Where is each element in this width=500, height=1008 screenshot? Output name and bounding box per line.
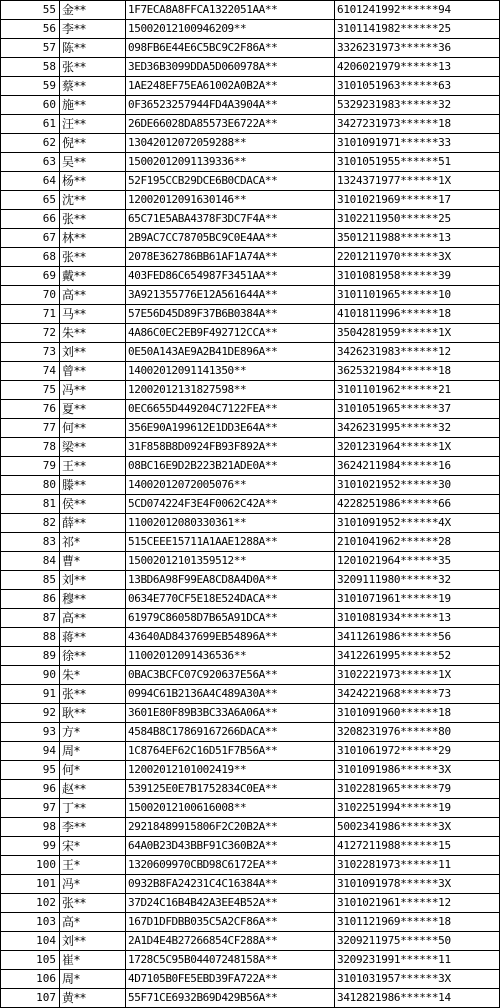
table-row [1, 286, 500, 305]
row-number-cell: 107 [1, 989, 60, 1008]
person-name-cell: 朱** [60, 324, 126, 343]
table-row [1, 932, 500, 951]
id-number-cell: 3102251994******19 [335, 799, 500, 818]
record-code-cell: 26DE66028DA85573E6722A** [126, 115, 335, 134]
row-number-cell: 92 [1, 704, 60, 723]
record-code-cell: 37D24C16B4B42A3EE4B52A** [126, 894, 335, 913]
id-number-cell: 3102281965******79 [335, 780, 500, 799]
row-number-cell: 62 [1, 134, 60, 153]
record-code-cell: 29218489915806F2C20B2A** [126, 818, 335, 837]
record-code-cell: 55F71CE6932B69D429B56A** [126, 989, 335, 1008]
record-code-cell: 14002012091141350** [126, 362, 335, 381]
id-number-cell: 3624211984******16 [335, 457, 500, 476]
id-number-cell: 2201211970******3X [335, 248, 500, 267]
table-row [1, 248, 500, 267]
table-row [1, 153, 500, 172]
id-number-cell: 3208231976******80 [335, 723, 500, 742]
table-row [1, 58, 500, 77]
row-number-cell: 73 [1, 343, 60, 362]
row-number-cell: 100 [1, 856, 60, 875]
record-code-cell: 0634E770CF5E18E524DACA** [126, 590, 335, 609]
table-row [1, 818, 500, 837]
id-number-cell: 3625321984******18 [335, 362, 500, 381]
person-name-cell: 徐** [60, 647, 126, 666]
row-number-cell: 99 [1, 837, 60, 856]
record-code-cell: 3601E80F89B3BC33A6A06A** [126, 704, 335, 723]
record-code-cell: 1320609970CBD98C6172EA** [126, 856, 335, 875]
record-code-cell: 65C71E5ABA4378F3DC7F4A** [126, 210, 335, 229]
table-row [1, 837, 500, 856]
row-number-cell: 90 [1, 666, 60, 685]
id-number-cell: 3101101965******10 [335, 286, 500, 305]
person-name-cell: 张** [60, 58, 126, 77]
row-number-cell: 57 [1, 39, 60, 58]
id-number-cell: 3209211975******50 [335, 932, 500, 951]
table-row [1, 628, 500, 647]
row-number-cell: 69 [1, 267, 60, 286]
record-code-cell: 2B9AC7CC78705BC9C0E4AA** [126, 229, 335, 248]
row-number-cell: 97 [1, 799, 60, 818]
record-code-cell: 0BAC3BCFC07C920637E56A** [126, 666, 335, 685]
id-number-cell: 3412261995******52 [335, 647, 500, 666]
id-number-cell: 5002341986******3X [335, 818, 500, 837]
record-code-cell: 31F858B8D0924FB93F892A** [126, 438, 335, 457]
person-name-cell: 冯* [60, 875, 126, 894]
person-name-cell: 曹* [60, 552, 126, 571]
person-name-cell: 杨** [60, 172, 126, 191]
row-number-cell: 106 [1, 970, 60, 989]
person-name-cell: 陈** [60, 39, 126, 58]
id-number-cell: 3101051955******51 [335, 153, 500, 172]
record-code-cell: 15002012091139336** [126, 153, 335, 172]
record-code-cell: 2078E362786BB61AF1A74A** [126, 248, 335, 267]
person-name-cell: 王** [60, 457, 126, 476]
row-number-cell: 78 [1, 438, 60, 457]
row-number-cell: 105 [1, 951, 60, 970]
table-row [1, 324, 500, 343]
table-row [1, 495, 500, 514]
person-name-cell: 朱* [60, 666, 126, 685]
person-name-cell: 何* [60, 761, 126, 780]
table-row [1, 875, 500, 894]
row-number-cell: 74 [1, 362, 60, 381]
table-row [1, 780, 500, 799]
id-number-cell: 3101091960******18 [335, 704, 500, 723]
row-number-cell: 60 [1, 96, 60, 115]
id-number-cell: 4127211988******15 [335, 837, 500, 856]
person-name-cell: 赵** [60, 780, 126, 799]
person-name-cell: 吴** [60, 153, 126, 172]
table-row [1, 552, 500, 571]
row-number-cell: 56 [1, 20, 60, 39]
table-row [1, 761, 500, 780]
person-name-cell: 丁** [60, 799, 126, 818]
record-code-cell: 14002012072005076** [126, 476, 335, 495]
id-number-cell: 3102221973******1X [335, 666, 500, 685]
row-number-cell: 94 [1, 742, 60, 761]
id-number-cell: 3101021961******12 [335, 894, 500, 913]
person-name-cell: 侯** [60, 495, 126, 514]
record-code-cell: 1728C5C95B04407248158A** [126, 951, 335, 970]
record-code-cell: 0E50A143AE9A2B41DE896A** [126, 343, 335, 362]
record-code-cell: 1AE248EF75EA61002A0B2A** [126, 77, 335, 96]
table-row [1, 96, 500, 115]
table-row [1, 609, 500, 628]
table-row [1, 666, 500, 685]
row-number-cell: 102 [1, 894, 60, 913]
person-name-cell: 滕** [60, 476, 126, 495]
person-name-cell: 曾** [60, 362, 126, 381]
id-number-cell: 3101081958******39 [335, 267, 500, 286]
record-code-cell: 3ED36B3099DDA5D060978A** [126, 58, 335, 77]
person-name-cell: 蔡** [60, 77, 126, 96]
person-name-cell: 何** [60, 419, 126, 438]
id-number-cell: 3102281973******11 [335, 856, 500, 875]
record-code-cell: 11002012091436536** [126, 647, 335, 666]
table-row [1, 191, 500, 210]
table-row [1, 20, 500, 39]
id-number-cell: 1201021964******35 [335, 552, 500, 571]
table-row [1, 438, 500, 457]
row-number-cell: 66 [1, 210, 60, 229]
table-row [1, 457, 500, 476]
id-number-cell: 3101141982******25 [335, 20, 500, 39]
person-name-cell: 方* [60, 723, 126, 742]
row-number-cell: 79 [1, 457, 60, 476]
person-name-cell: 倪** [60, 134, 126, 153]
row-number-cell: 84 [1, 552, 60, 571]
record-code-cell: 15002012100616008** [126, 799, 335, 818]
id-number-cell: 3427231973******18 [335, 115, 500, 134]
id-number-cell: 3411261986******56 [335, 628, 500, 647]
row-number-cell: 61 [1, 115, 60, 134]
table-row [1, 77, 500, 96]
record-code-cell: 1C8764EF62C16D51F7B56A** [126, 742, 335, 761]
person-name-cell: 金** [60, 1, 126, 20]
record-code-cell: 539125E0E7B1752834C0EA** [126, 780, 335, 799]
row-number-cell: 87 [1, 609, 60, 628]
record-code-cell: 2A1D4E4B27266854CF288A** [126, 932, 335, 951]
id-number-cell: 5329231983******32 [335, 96, 500, 115]
table-row [1, 362, 500, 381]
table-row [1, 419, 500, 438]
table-row [1, 533, 500, 552]
person-name-cell: 汪** [60, 115, 126, 134]
row-number-cell: 85 [1, 571, 60, 590]
person-name-cell: 李** [60, 818, 126, 837]
table-row [1, 1, 500, 20]
table-row [1, 210, 500, 229]
person-name-cell: 耿** [60, 704, 126, 723]
id-number-cell: 3504281959******1X [335, 324, 500, 343]
id-number-cell: 4206021979******13 [335, 58, 500, 77]
id-number-cell: 3101051965******37 [335, 400, 500, 419]
row-number-cell: 88 [1, 628, 60, 647]
id-number-cell: 1324371977******1X [335, 172, 500, 191]
id-number-cell: 3101091978******3X [335, 875, 500, 894]
person-name-cell: 刘** [60, 932, 126, 951]
id-number-cell: 3209231991******11 [335, 951, 500, 970]
person-name-cell: 梁** [60, 438, 126, 457]
table-row [1, 894, 500, 913]
person-name-cell: 冯** [60, 381, 126, 400]
person-name-cell: 张** [60, 248, 126, 267]
person-name-cell: 蒋** [60, 628, 126, 647]
table-row [1, 172, 500, 191]
row-number-cell: 76 [1, 400, 60, 419]
id-number-cell: 3102211950******25 [335, 210, 500, 229]
row-number-cell: 80 [1, 476, 60, 495]
table-row [1, 115, 500, 134]
id-number-cell: 3101051963******63 [335, 77, 500, 96]
id-number-cell: 2101041962******28 [335, 533, 500, 552]
person-name-cell: 黄** [60, 989, 126, 1008]
record-code-cell: 57E56D45D89F37B6B0384A** [126, 305, 335, 324]
record-code-cell: 356E90A199612E1DD3E64A** [126, 419, 335, 438]
id-number-cell: 3101021969******17 [335, 191, 500, 210]
record-code-cell: 098FB6E44E6C5BC9C2F86A** [126, 39, 335, 58]
id-number-cell: 3101031957******3X [335, 970, 500, 989]
table-row [1, 267, 500, 286]
table-row [1, 381, 500, 400]
person-name-cell: 刘** [60, 343, 126, 362]
id-number-cell: 3101081934******13 [335, 609, 500, 628]
table-row [1, 514, 500, 533]
table-row [1, 343, 500, 362]
id-number-cell: 6101241992******94 [335, 1, 500, 20]
row-number-cell: 72 [1, 324, 60, 343]
record-code-cell: 12002012101002419** [126, 761, 335, 780]
person-name-cell: 穆** [60, 590, 126, 609]
person-name-cell: 夏** [60, 400, 126, 419]
table-row [1, 647, 500, 666]
row-number-cell: 65 [1, 191, 60, 210]
row-number-cell: 55 [1, 1, 60, 20]
id-number-cell: 3501211988******13 [335, 229, 500, 248]
record-code-cell: 0EC6655D449204C7122FEA** [126, 400, 335, 419]
id-number-cell: 3101091971******33 [335, 134, 500, 153]
row-number-cell: 83 [1, 533, 60, 552]
person-name-cell: 高** [60, 609, 126, 628]
record-code-cell: 61979C86058D7B65A91DCA** [126, 609, 335, 628]
record-code-cell: 12002012091630146** [126, 191, 335, 210]
record-code-cell: 3A921355776E12A561644A** [126, 286, 335, 305]
person-name-cell: 高** [60, 286, 126, 305]
record-code-cell: 11002012080330361** [126, 514, 335, 533]
id-number-cell: 3426231995******32 [335, 419, 500, 438]
table-row [1, 39, 500, 58]
row-number-cell: 71 [1, 305, 60, 324]
person-name-cell: 高* [60, 913, 126, 932]
id-number-cell: 3412821986******14 [335, 989, 500, 1008]
person-name-cell: 马** [60, 305, 126, 324]
id-number-cell: 3101021952******30 [335, 476, 500, 495]
record-code-cell: 08BC16E9D2B223B21ADE0A** [126, 457, 335, 476]
id-number-cell: 4101811996******18 [335, 305, 500, 324]
record-code-cell: 64A0B23D43BBF91C360B2A** [126, 837, 335, 856]
table-row [1, 951, 500, 970]
record-code-cell: 1F7ECA8A8FFCA1322051AA** [126, 1, 335, 20]
table-row [1, 856, 500, 875]
table-row [1, 476, 500, 495]
row-number-cell: 103 [1, 913, 60, 932]
row-number-cell: 86 [1, 590, 60, 609]
table-row [1, 723, 500, 742]
row-number-cell: 59 [1, 77, 60, 96]
row-number-cell: 67 [1, 229, 60, 248]
table-row [1, 685, 500, 704]
id-number-cell: 3101071961******19 [335, 590, 500, 609]
row-number-cell: 58 [1, 58, 60, 77]
table-row [1, 305, 500, 324]
id-number-cell: 3101091986******3X [335, 761, 500, 780]
person-name-cell: 祁* [60, 533, 126, 552]
row-number-cell: 89 [1, 647, 60, 666]
table-row [1, 590, 500, 609]
record-code-cell: 5CD074224F3E4F0062C42A** [126, 495, 335, 514]
row-number-cell: 98 [1, 818, 60, 837]
table-row [1, 229, 500, 248]
row-number-cell: 70 [1, 286, 60, 305]
row-number-cell: 82 [1, 514, 60, 533]
record-code-cell: 4A86C0EC2EB9F492712CCA** [126, 324, 335, 343]
record-code-cell: 15002012101359512** [126, 552, 335, 571]
table-row [1, 989, 500, 1008]
row-number-cell: 77 [1, 419, 60, 438]
row-number-cell: 104 [1, 932, 60, 951]
person-name-cell: 戴** [60, 267, 126, 286]
record-code-cell: 167D1DFDBB035C5A2CF86A** [126, 913, 335, 932]
record-code-cell: 13042012072059288** [126, 134, 335, 153]
id-number-cell: 3426231983******12 [335, 343, 500, 362]
record-code-cell: 4D7105B0FE5EBD39FA722A** [126, 970, 335, 989]
record-code-cell: 0994C61B2136A4C489A30A** [126, 685, 335, 704]
record-code-cell: 15002012100946209** [126, 20, 335, 39]
row-number-cell: 64 [1, 172, 60, 191]
person-name-cell: 李** [60, 20, 126, 39]
table-row [1, 742, 500, 761]
table-row [1, 571, 500, 590]
table-row [1, 400, 500, 419]
id-number-cell: 3326231973******36 [335, 39, 500, 58]
person-name-cell: 施** [60, 96, 126, 115]
record-code-cell: 43640AD8437699EB54896A** [126, 628, 335, 647]
row-number-cell: 101 [1, 875, 60, 894]
person-name-cell: 王* [60, 856, 126, 875]
record-code-cell: 0932B8FA24231C4C16384A** [126, 875, 335, 894]
id-number-cell: 3101121969******18 [335, 913, 500, 932]
table-row [1, 134, 500, 153]
row-number-cell: 95 [1, 761, 60, 780]
person-name-cell: 林** [60, 229, 126, 248]
row-number-cell: 63 [1, 153, 60, 172]
person-name-cell: 张** [60, 210, 126, 229]
person-name-cell: 宋* [60, 837, 126, 856]
person-name-cell: 刘** [60, 571, 126, 590]
id-number-cell: 3101091952******4X [335, 514, 500, 533]
person-name-cell: 薛** [60, 514, 126, 533]
person-name-cell: 周* [60, 742, 126, 761]
table-row [1, 799, 500, 818]
record-code-cell: 0F36523257944FD4A3904A** [126, 96, 335, 115]
id-number-cell: 3424221968******73 [335, 685, 500, 704]
row-number-cell: 96 [1, 780, 60, 799]
id-number-cell: 3201231964******1X [335, 438, 500, 457]
row-number-cell: 81 [1, 495, 60, 514]
person-name-cell: 周* [60, 970, 126, 989]
record-code-cell: 4584B8C17869167266DACA** [126, 723, 335, 742]
table-row [1, 913, 500, 932]
person-name-cell: 崔* [60, 951, 126, 970]
record-code-cell: 403FED86C654987F3451AA** [126, 267, 335, 286]
person-name-cell: 张** [60, 894, 126, 913]
table-row [1, 970, 500, 989]
records-table-body [1, 1, 500, 1008]
id-number-cell: 4228251986******66 [335, 495, 500, 514]
record-code-cell: 13BD6A98F99EA8CD8A4D0A** [126, 571, 335, 590]
row-number-cell: 93 [1, 723, 60, 742]
id-number-cell: 3101101962******21 [335, 381, 500, 400]
person-name-cell: 沈** [60, 191, 126, 210]
row-number-cell: 68 [1, 248, 60, 267]
table-row [1, 704, 500, 723]
record-code-cell: 515CEEE15711A1AAE1288A** [126, 533, 335, 552]
id-number-cell: 3209111980******32 [335, 571, 500, 590]
id-number-cell: 3101061972******29 [335, 742, 500, 761]
row-number-cell: 75 [1, 381, 60, 400]
record-code-cell: 52F195CCB29DCE6B0CDACA** [126, 172, 335, 191]
record-code-cell: 12002012131827598** [126, 381, 335, 400]
row-number-cell: 91 [1, 685, 60, 704]
person-name-cell: 张** [60, 685, 126, 704]
